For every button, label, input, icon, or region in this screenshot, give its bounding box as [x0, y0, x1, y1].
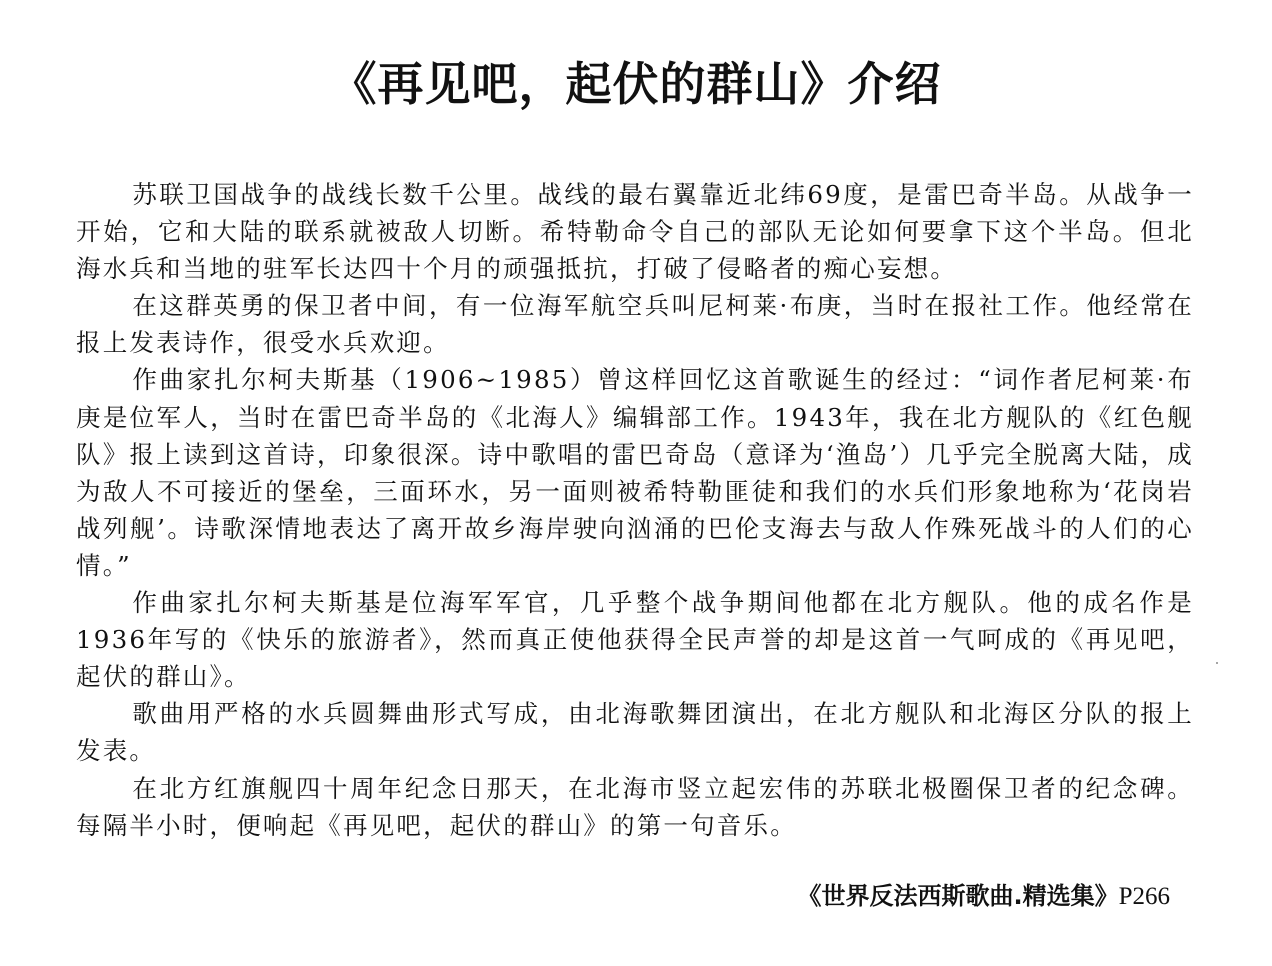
paragraph-5: 歌曲用严格的水兵圆舞曲形式写成，由北海歌舞团演出，在北方舰队和北海区分队的报上发表。 — [76, 699, 1194, 766]
source-page: P266 — [1118, 883, 1170, 910]
paragraph-3: 作曲家扎尔柯夫斯基（1906~1985）曾这样回忆这首歌诞生的经过：“词作者尼柯莱·布庚是位军人，当时在雷巴奇半岛的《北海人》编辑部工作。1943年，我在北方舰队的《红色舰队》报上读到这首诗，印象很深。诗中歌唱的雷巴奇岛（意译为‘渔岛’）几乎完全脱离大陆，成为敌人不可接近的堡垒，三面环水，另一面则被希特勒匪徒和我们的水兵们形象地称为‘花岗岩战列舰’。诗歌深情地表达了离开故乡海岸驶向汹涌的巴伦支海去与敌人作殊死战斗的人们的心情。” — [76, 365, 1194, 580]
paragraph-2: 在这群英勇的保卫者中间，有一位海军航空兵叫尼柯莱·布庚，当时在报社工作。他经常在报上发表诗作，很受水兵欢迎。 — [76, 291, 1194, 358]
paragraph-4: 作曲家扎尔柯夫斯基是位海军军官，几乎整个战争期间他都在北方舰队。他的成名作是1936年写的《快乐的旅游者》，然而真正使他获得全民声誉的却是这首一气呵成的《再见吧，起伏的群山》。 — [76, 588, 1194, 692]
paragraph-6: 在北方红旗舰四十周年纪念日那天，在北海市竖立起宏伟的苏联北极圈保卫者的纪念碑。每隔半小时，便响起《再见吧，起伏的群山》的第一句音乐。 — [76, 773, 1194, 840]
article-body — [76, 176, 1194, 844]
page-title: 《再见吧，起伏的群山》介绍 — [330, 57, 942, 111]
paragraph-1: 苏联卫国战争的战线长数千公里。战线的最右翼靠近北纬69度，是雷巴奇半岛。从战争一开始，它和大陆的联系就被敌人切断。希特勒命令自己的部队无论如何要拿下这个半岛。但北海水兵和当地的驻军长达四十个月的顽强抵抗，打破了侵略者的痴心妄想。 — [76, 180, 1194, 284]
source-book: 《世界反法西斯歌曲.精选集》 — [797, 882, 1119, 910]
source-citation — [700, 876, 1170, 917]
scan-speck — [1216, 662, 1218, 664]
